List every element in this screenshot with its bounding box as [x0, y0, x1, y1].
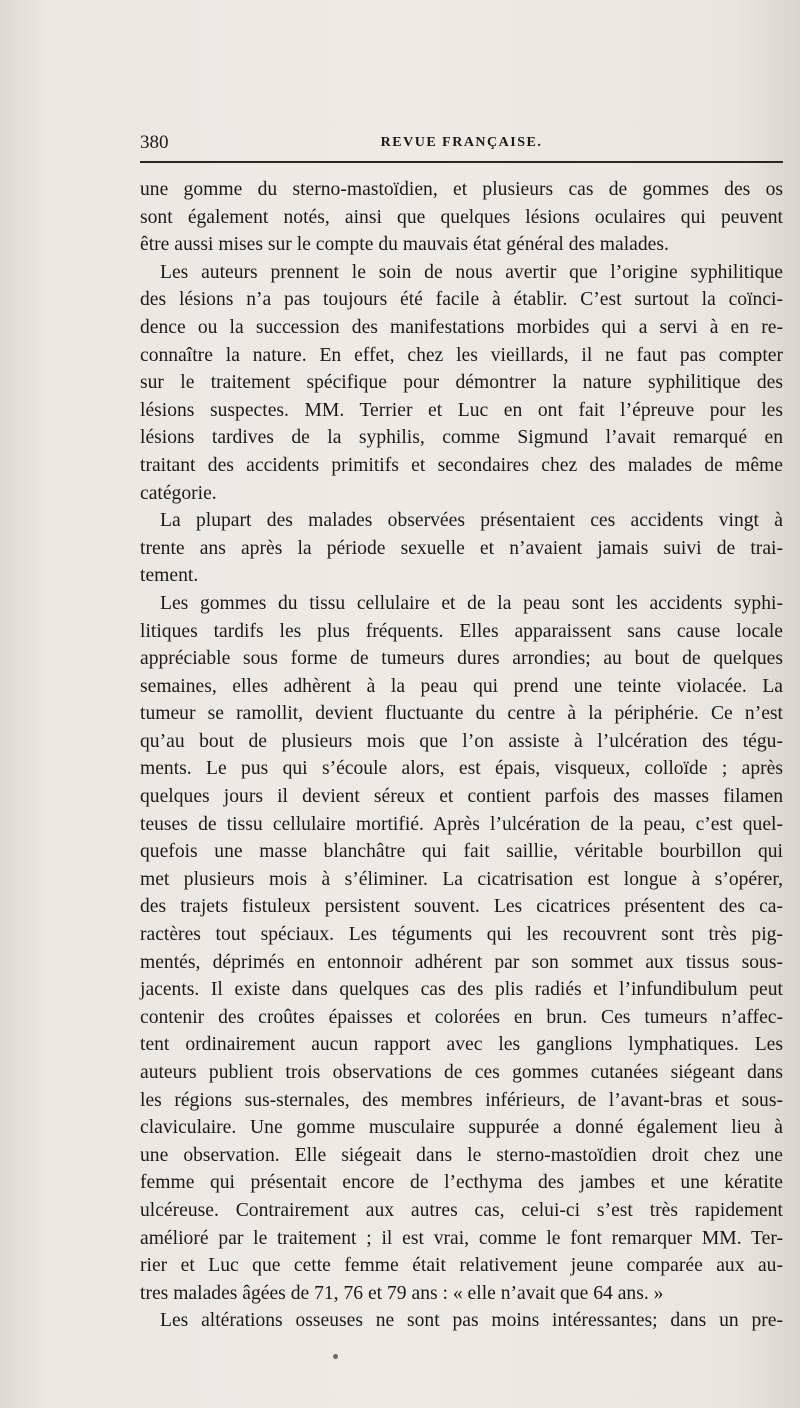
text-line: met plusieurs mois à s’éliminer. La cicatrisation est longue à s’opérer,: [140, 868, 783, 890]
text-line: litiques tardifs les plus fréquents. Elles apparaissent sans cause locale: [140, 620, 783, 642]
text-line: traitant des accidents primitifs et secondaires chez des malades de même: [140, 454, 783, 476]
text-line: quelques jours il devient séreux et contient parfois des masses filamen: [140, 786, 783, 808]
text-line: ulcéreuse. Contrairement aux autres cas, celui-ci s’est très rapidement: [140, 1199, 783, 1221]
text-line: femme qui présentait encore de l’ecthyma des jambes et une kératite: [140, 1172, 783, 1194]
text-line: tement.: [140, 565, 199, 587]
text-line: connaître la nature. En effet, chez les vieillards, il ne faut pas compter: [140, 344, 783, 366]
text-line: La plupart des malades observées présentaient ces accidents vingt à: [160, 510, 783, 532]
text-line: tent ordinairement aucun rapport avec les ganglions lymphatiques. Les: [140, 1034, 783, 1056]
text-line: des trajets fistuleux persistent souvent. Les cicatrices présentent des ca-: [140, 896, 783, 918]
running-title: REVUE FRANÇAISE.: [380, 135, 543, 150]
text-line: semaines, elles adhèrent à la peau qui prend une teinte violacée. La: [140, 675, 783, 697]
text-line: ments. Le pus qui s’écoule alors, est épais, visqueux, colloïde ; après: [140, 758, 783, 780]
text-line: une observation. Elle siégeait dans le sterno-mastoïdien droit chez une: [140, 1144, 783, 1166]
text-line: lésions suspectes. MM. Terrier et Luc en ont fait l’épreuve pour les: [140, 399, 783, 421]
body-text: [140, 176, 783, 1335]
text-line: Les altérations osseuses ne sont pas moins intéressantes; dans un pre-: [160, 1310, 783, 1332]
text-line: sont également notés, ainsi que quelques lésions oculaires qui peuvent: [140, 206, 783, 228]
page-number: 380: [140, 132, 169, 153]
text-line: Les gommes du tissu cellulaire et de la peau sont les accidents syphi-: [160, 592, 783, 614]
ink-speck: [333, 1354, 338, 1359]
text-line: amélioré par le traitement ; il est vrai, comme le font remarquer MM. Ter-: [140, 1227, 783, 1249]
text-line: claviculaire. Une gomme musculaire suppurée a donné également lieu à: [140, 1117, 783, 1139]
text-line: les régions sus-sternales, des membres inférieurs, de l’avant-bras et sous-: [140, 1089, 783, 1111]
text-line: une gomme du sterno-mastoïdien, et plusieurs cas de gommes des os: [140, 179, 783, 200]
text-line: mentés, déprimés en entonnoir adhérent par son sommet aux tissus sous-: [140, 951, 783, 973]
text-line: auteurs publient trois observations de ces gommes cutanées siégeant dans: [140, 1062, 783, 1083]
text-line: lésions tardives de la syphilis, comme Sigmund l’avait remarqué en: [140, 427, 783, 449]
text-line: être aussi mises sur le compte du mauvais état général des malades.: [140, 234, 669, 256]
page-header: [140, 132, 783, 156]
text-line: tres malades âgées de 71, 76 et 79 ans : « elle n’avait que 64 ans. »: [140, 1282, 664, 1304]
text-line: qu’au bout de plusieurs mois que l’on assiste à l’ulcération des tégu-: [140, 730, 783, 752]
text-line: appréciable sous forme de tumeurs dures arrondies; au bout de quelques: [140, 648, 783, 670]
text-line: sur le traitement spécifique pour démontrer la nature syphilitique des: [140, 372, 783, 394]
text-line: trente ans après la période sexuelle et n’avaient jamais suivi de trai-: [140, 537, 783, 559]
text-line: des lésions n’a pas toujours été facile à établir. C’est surtout la coïnci-: [140, 289, 783, 311]
text-line: quefois une masse blanchâtre qui fait saillie, véritable bourbillon qui: [140, 841, 783, 863]
text-line: dence ou la succession des manifestations morbides qui a servi à en re-: [140, 316, 783, 338]
text-line: contenir des croûtes épaisses et colorées en brun. Ces tumeurs n’affec-: [140, 1006, 783, 1028]
text-line: jacents. Il existe dans quelques cas des plis radiés et l’infundibulum peut: [140, 979, 783, 1001]
text-line: teuses de tissu cellulaire mortifié. Après l’ulcération de la peau, c’est quel-: [140, 813, 783, 835]
text-line: tumeur se ramollit, devient fluctuante du centre à la périphérie. Ce n’est: [140, 703, 783, 725]
text-line: Les auteurs prennent le soin de nous avertir que l’origine syphilitique: [160, 261, 783, 283]
header-rule: [140, 161, 783, 163]
text-line: catégorie.: [140, 482, 217, 504]
text-line: ractères tout spéciaux. Les téguments qui les recouvrent sont très pig-: [140, 924, 783, 946]
text-line: rier et Luc que cette femme était relativement jeune comparée aux au-: [140, 1255, 783, 1277]
